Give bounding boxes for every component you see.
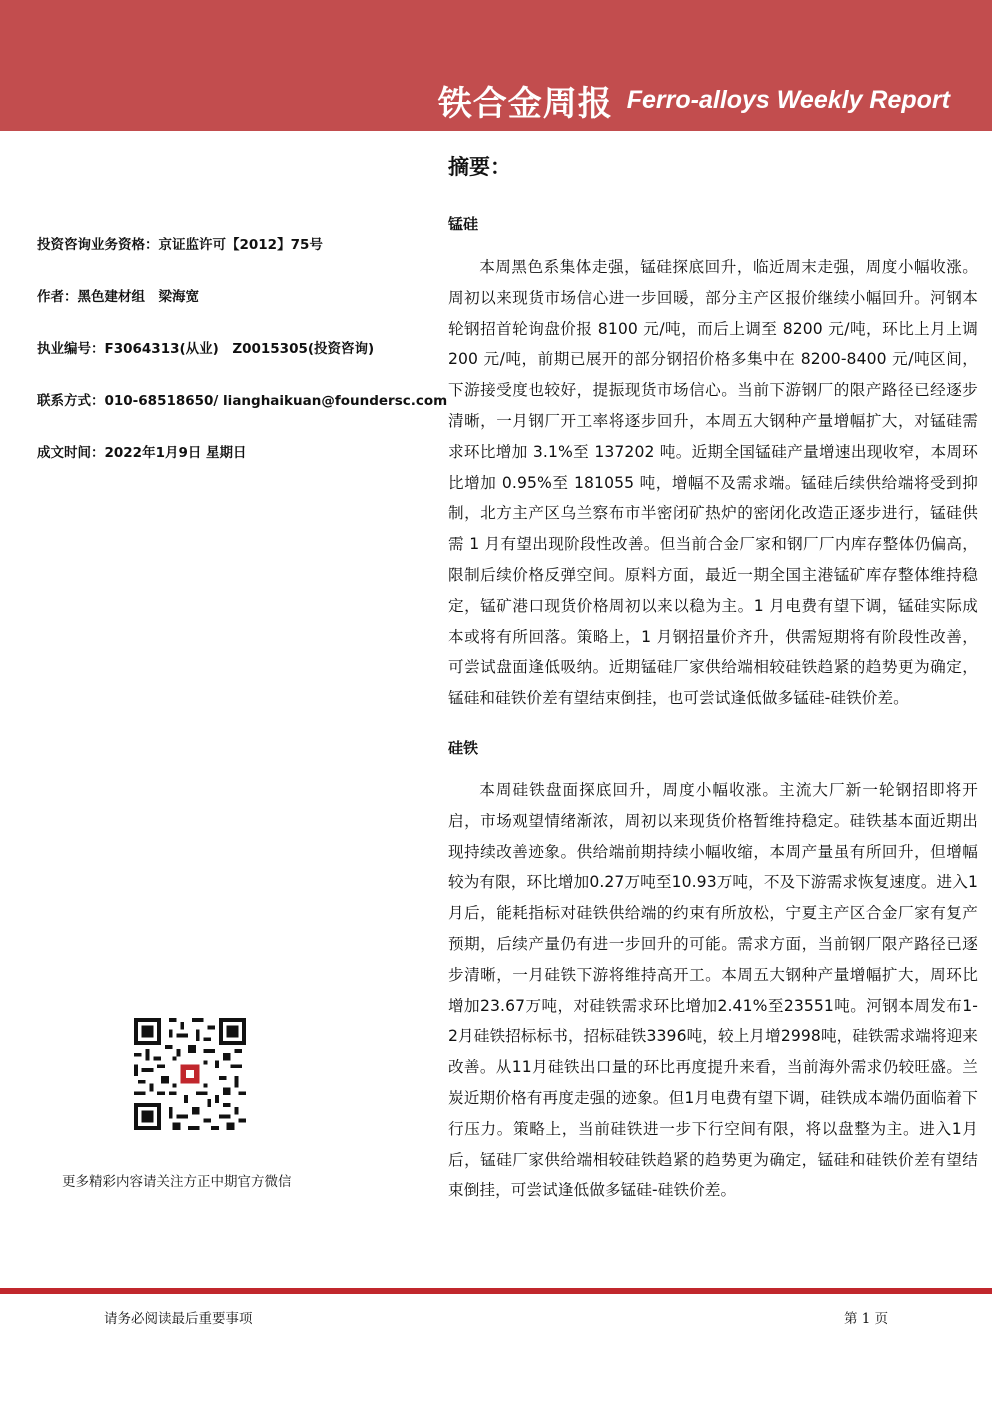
author-info [37, 232, 448, 492]
qr-finder-top-left [134, 1018, 161, 1045]
qr-code-icon [134, 1018, 246, 1130]
qualification-line: 投资咨询业务资格：京证监许可【2012】75号 [37, 237, 323, 253]
summary [448, 150, 978, 1206]
section-heading-silicomanganese: 锰硅 [448, 215, 479, 233]
section-body-silicomanganese: 本周黑色系集体走强，锰硅探底回升，临近周末走强，周度小幅收涨。周初以来现货市场信心进一步回暖，部分主产区报价继续小幅回升。河钢本轮钢招首轮询盘价报 8100 元/吨，而后上调至 8200 元/吨，环比上月上调 200 元/吨，前期已展开的部分钢招价格多集中在 8200-8400 元/吨区间，下游接受度也较好，提振现货市场信心。当前下游钢厂的限产路径已经逐步清晰，一月钢厂开工率将逐步回升，本周五大钢种产量增幅扩大，对锰硅需求环比增加 3.1%至 137202 吨。近期全国锰硅产量增速出现收窄，本周环比增加 0.95%至 181055 吨，增幅不及需求端。锰硅后续供给端将受到抑制，北方主产区乌兰察布市半密闭矿热炉的密闭化改造正逐步进行，锰硅供需 1 月有望出现阶段性改善。但当前合金厂家和钢厂厂内库存整体仍偏高，限制后续价格反弹空间。原料方面，最近一期全国主港锰矿库存整体维持稳定，锰矿港口现货价格周初以来以稳为主。1 月电费有望下调，锰硅实际成本或将有所回落。策略上，1 月钢招量价齐升，供需短期将有阶段性改善，可尝试盘面逢低吸纳。近期锰硅厂家供给端相较硅铁趋紧的趋势更为确定，锰硅和硅铁价差有望结束倒挂，也可尝试逢低做多锰硅-硅铁价差。 [448, 258, 978, 708]
date-line: 成文时间：2022年1月9日 星期日 [37, 445, 247, 461]
qr-finder-bottom-left [134, 1103, 161, 1130]
page-number: 第 1 页 [844, 1311, 889, 1327]
report-title [438, 76, 950, 125]
qr-center-logo [176, 1060, 203, 1087]
footer-divider [0, 1288, 992, 1294]
report-title-en: Ferro-alloys Weekly Report [626, 86, 950, 114]
qr-finder-top-right [219, 1018, 246, 1045]
author-line: 作者：黑色建材组 梁海宽 [37, 289, 199, 305]
report-title-cn: 铁合金周报 [437, 84, 613, 124]
qr-caption: 更多精彩内容请关注方正中期官方微信 [62, 1174, 292, 1190]
contact-line: 联系方式：010-68518650/ lianghaikuan@foundersc.com [37, 393, 448, 409]
section-body-ferrosilicon: 本周硅铁盘面探底回升，周度小幅收涨。主流大厂新一轮钢招即将开启，市场观望情绪渐浓，周初以来现货价格暂维持稳定。硅铁基本面近期出现持续改善迹象。供给端前期持续小幅收缩，本周产量虽有所回升，但增幅较为有限，环比增加0.27万吨至10.93万吨，不及下游需求恢复速度。进入1月后，能耗指标对硅铁供给端的约束有所放松，宁夏主产区合金厂家有复产预期，后续产量仍有进一步回升的可能。需求方面，当前钢厂限产路径已逐步清晰，一月硅铁下游将维持高开工。本周五大钢种产量增幅扩大，周环比增加23.67万吨，对硅铁需求环比增加2.41%至23551吨。河钢本周发布1-2月硅铁招标标书，招标硅铁3396吨，较上月增2998吨，硅铁需求端将迎来改善。从11月硅铁出口量的环比再度提升来看，当前海外需求仍较旺盛。兰炭近期价格有再度走强的迹象。但1月电费有望下调，硅铁成本端仍面临着下行压力。策略上，当前硅铁进一步下行空间有限，将以盘整为主。进入1月后，锰硅厂家供给端相较硅铁趋紧的趋势更为确定，锰硅和硅铁价差有望结束倒挂，可尝试逢低做多锰硅-硅铁价差。 [448, 780, 978, 1200]
summary-heading: 摘要： [448, 155, 511, 179]
header-banner [0, 0, 992, 131]
footer-notice: 请务必阅读最后重要事项 [104, 1311, 253, 1327]
license-line: 执业编号：F3064313(从业) Z0015305(投资咨询) [37, 341, 375, 357]
section-heading-ferrosilicon: 硅铁 [448, 738, 479, 757]
